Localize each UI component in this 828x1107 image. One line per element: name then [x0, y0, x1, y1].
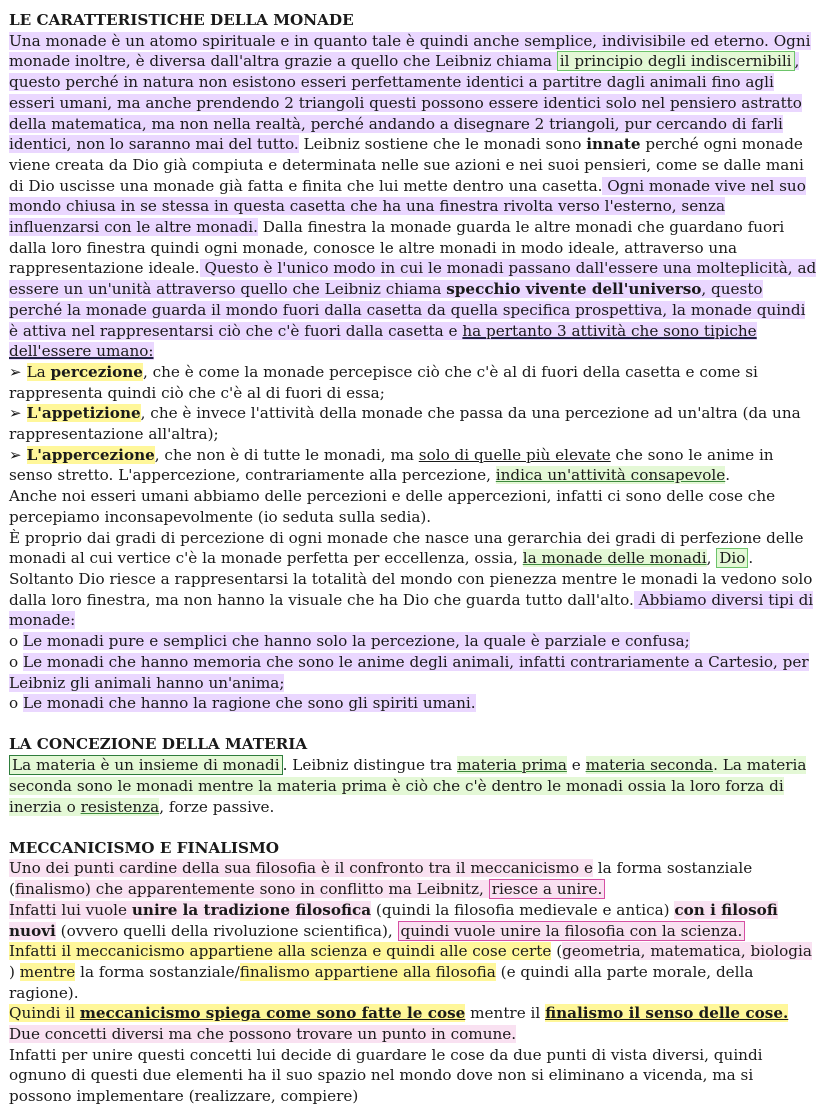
bullet-appercezione: ➢ L'appercezione, che non è di tutte le monadi, ma solo di quelle più elevate che sono le anime in senso stretto. L'appercezione, contrariamente alla percezione, indica un'attività consapevole.	[9, 445, 774, 485]
paragraph-quindi: Quindi il meccanicismo spiega come sono fatte le cose mentre il finalismo il senso delle cose.	[9, 1004, 789, 1023]
section-title-meccanicismo: MECCANICISMO E FINALISMO	[9, 838, 280, 857]
tre-attivita: ha pertanto 3 attività che sono tipiche dell'essere umano:	[9, 321, 757, 361]
paragraph-monade-intro: Una monade è un atomo spirituale e in quanto tale è quindi anche semplice, indivisibile ed eterno. Ogni monade inoltre, è diversa dall'altra grazie a quello che Leibniz chiama il principio degli indiscernibili , questo perché in natura non esistono esseri perfettamente identici a partitre dagli animali fino agli esseri umani, ma anche prendendo 2 triangoli questi possono essere identici solo nel pensiero astratto della matematica, ma non nella realtà, perché andando a disegnare 2 triangoli, pur cercando di farli identici, non lo saranno mai del tutto. Leibniz sostiene che le monadi sono innate perché ogni monade viene creata da Dio già compiuta e determinata nelle sue azioni e nei suoi pensieri, come se dalle mani di Dio uscisse una monade già fatta e finita che lui mette dentro una casetta. Ogni monade vive nel suo mondo chiusa in se stessa in questa casetta che ha una finestra rivolta verso l'esterno, senza influenzarsi con le altre monadi. Dalla finestra la monade guarda le altre monadi che guardano fuori dalla loro finestra quindi ogni monade, conosce le altre monadi in modo ideale, attraverso una rappresentazione ideale. Questo è l'unico modo in cui le monadi passano dall'essere una molteplicità, ad essere un un'unità attraverso quello che Leibniz chiama specchio vivente dell'universo, questo perché la monade guarda il mondo fuori dalla casetta da quella specifica prospettiva, la monade quindi è attiva nel rappresentarsi ciò che c'è fuori dalla casetta e ha pertanto 3 attività che sono tipiche dell'essere umano:	[9, 31, 817, 361]
paragraph-scienza-filosofia: Infatti il meccanicismo appartiene alla scienza e quindi alle cose certe (geometria, matematica, biologia ) mentre la forma sostanziale/finalismo appartiene alla filosofia (e quindi alla parte morale, della ragione).	[9, 942, 812, 1002]
riesce-unire-box: riesce a unire.	[489, 879, 606, 899]
list-item-monadi-ragione: o Le monadi che hanno la ragione che sono gli spiriti umani.	[9, 694, 476, 713]
bullet-appetizione: ➢ L'appetizione, che è invece l'attività della monade che passa da una percezione ad un'altra (da una rappresentazione all'altra);	[9, 404, 801, 444]
paragraph-punti-di-vista: Infatti per unire questi concetti lui decide di guardare le cose da due punti di vista diversi, quindi ognuno di questi due elementi ha il suo spazio nel mondo dove non si eliminano a vicenda, ma si possono implementare (realizzare, compiere)	[9, 1045, 763, 1106]
paragraph-confronto: Uno dei punti cardine della sua filosofia è il confronto tra il meccanicismo e la forma sostanziale (finalismo) che apparentemente sono in conflitto ma Leibnitz, riesce a unire.	[9, 859, 753, 899]
paragraph-unire-tradizione: Infatti lui vuole unire la tradizione filosofica (quindi la filosofia medievale e antica) con i filosofi nuovi (ovvero quelli della rivoluzione scientifica), quindi vuole unire la filosofia con la scienza.	[9, 900, 778, 940]
paragraph-materia: La materia è un insieme di monadi . Leibniz distingue tra materia prima e materia seconda. La materia seconda sono le monadi mentre la materia prima è ciò che c'è dentro le monadi ossia la loro forza di inerzia o resistenza, forze passive.	[9, 756, 807, 816]
specchio-vivente: specchio vivente dell'universo	[446, 280, 702, 299]
principio-indiscernibili: il principio degli indiscernibili	[557, 51, 795, 71]
list-item-monadi-memoria: o Le monadi che hanno memoria che sono le anime degli animali, infatti contrariamente a Cartesio, per Leibniz gli animali hanno un'anima;	[9, 652, 809, 692]
list-item-monadi-pure: o Le monadi pure e semplici che hanno solo la percezione, la quale è parziale e confusa;	[9, 632, 690, 651]
materia-insieme-box: La materia è un insieme di monadi	[9, 755, 283, 775]
paragraph-gerarchia: È proprio dai gradi di percezione di ogni monade che nasce una gerarchia dei gradi di perfezione delle monadi al cui vertice c'è la monade perfetta per eccellenza, ossia, la monade delle monadi, Dio . Soltanto Dio riesce a rappresentarsi la totalità del mondo con pienezza mentre le monadi la vedono solo dalla loro finestra, ma non hanno la visuale che ha Dio che guarda tutto dall'alto. Abbiamo diversi tipi di monade:	[9, 528, 814, 630]
filosofia-scienza-box: quindi vuole unire la filosofia con la scienza.	[398, 921, 746, 941]
paragraph-esseri-umani: Anche noi esseri umani abbiamo delle percezioni e delle appercezioni, infatti ci sono delle cose che percepiamo inconsapevolmente (io seduta sulla sedia).	[9, 487, 776, 526]
bullet-percezione: ➢ La percezione, che è come la monade percepisce ciò che c'è al di fuori della casetta e come si rappresenta quindi ciò che c'è al di fuori di essa;	[9, 362, 758, 402]
section-title-materia: LA CONCEZIONE DELLA MATERIA	[9, 735, 308, 754]
section-title-monade: LE CARATTERISTICHE DELLA MONADE	[9, 11, 354, 29]
paragraph-due-concetti: Due concetti diversi ma che possono trovare un punto in comune.	[9, 1025, 517, 1044]
dio-box: Dio	[716, 548, 748, 568]
